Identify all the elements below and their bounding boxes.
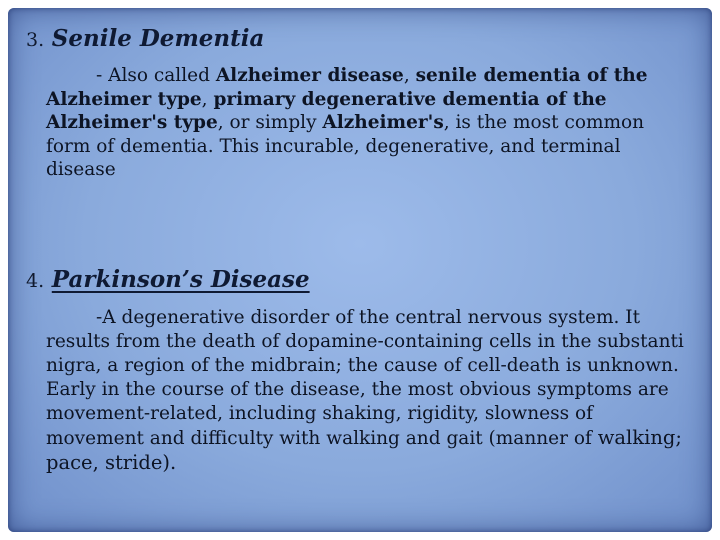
paragraph-segment: , is the most common form of dementia. This incurable, degenerative, and terminal disease xyxy=(46,112,645,180)
paragraph-segment: Alzheimer's xyxy=(322,112,444,133)
section-title: Parkinson’s Disease xyxy=(51,266,310,293)
section-heading-parkinsons xyxy=(26,265,310,293)
section-number: 3. xyxy=(26,29,45,51)
paragraph-last-line: walking; pace, stride). xyxy=(46,426,682,474)
paragraph-body: -A degenerative disorder of the central nervous system. It results from the death of dopamine-containing cells in the substanti nigra, a region of the midbrain; the cause of cell-death is unknown. Early in the course of the disease, the most obvious symptoms are movement-related, including shaking, rigidity, slowness of movement and difficulty with walking and gait (manner of xyxy=(46,307,684,449)
paragraph-segment: - Also called xyxy=(96,65,216,86)
paragraph-segment: , xyxy=(201,88,214,110)
section-title: Senile Dementia xyxy=(51,25,265,52)
senile-dementia-paragraph xyxy=(46,64,666,182)
paragraph-segment: , xyxy=(403,65,416,86)
paragraph-segment: , or simply xyxy=(217,112,323,133)
paragraph-segment: senile dementia of the Alzheimer type xyxy=(46,65,648,110)
paragraph-segment: Alzheimer disease xyxy=(215,65,404,86)
section-number: 4. xyxy=(26,270,45,292)
parkinsons-paragraph xyxy=(46,306,686,476)
paragraph-segment: primary degenerative dementia of the Alzheimer's type xyxy=(46,88,607,133)
section-heading-senile-dementia xyxy=(26,24,264,52)
